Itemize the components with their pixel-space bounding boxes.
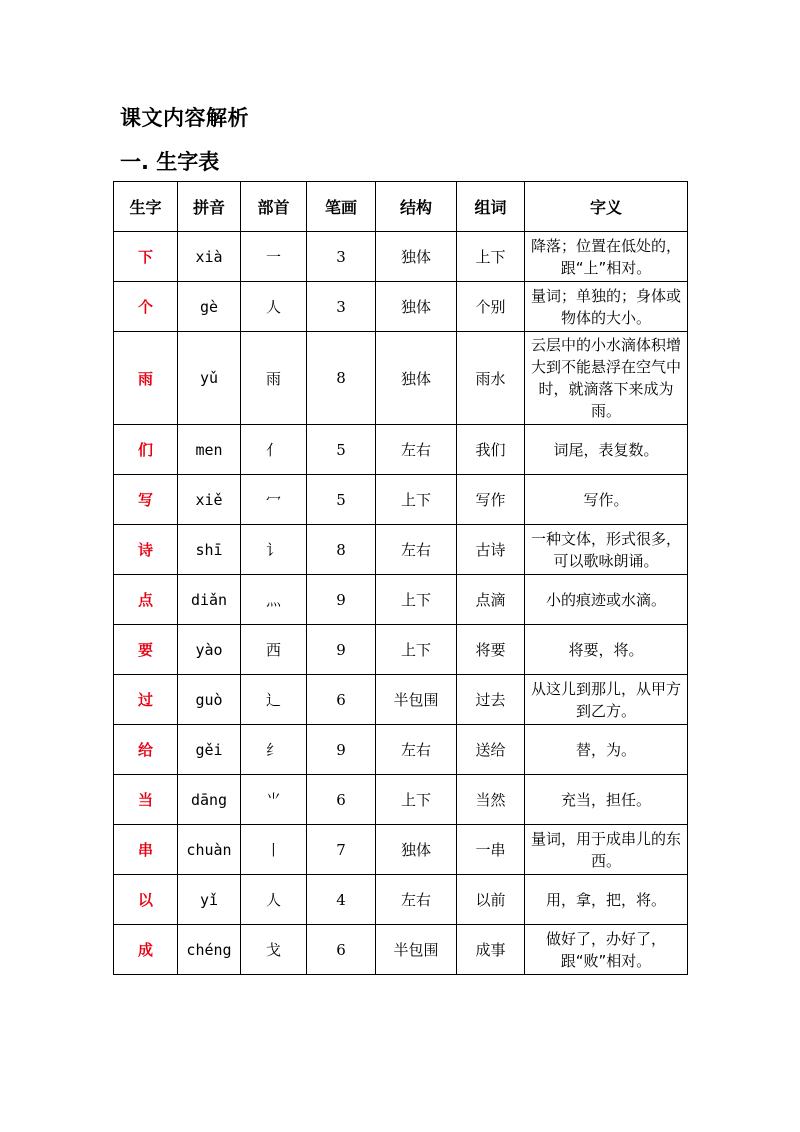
- cell-structure: 独体: [376, 825, 457, 875]
- cell-radical: 纟: [241, 725, 307, 775]
- cell-char: 们: [114, 425, 178, 475]
- table-row: [114, 332, 688, 425]
- cell-pinyin: gè: [178, 282, 241, 332]
- cell-char: 诗: [114, 525, 178, 575]
- cell-strokes: 6: [307, 675, 376, 725]
- section-heading: 一. 生字表: [120, 150, 220, 174]
- cell-char: 写: [114, 475, 178, 525]
- cell-pinyin: dāng: [178, 775, 241, 825]
- cell-word: 古诗: [457, 525, 525, 575]
- cell-structure: 独体: [376, 282, 457, 332]
- cell-strokes: 6: [307, 775, 376, 825]
- cell-radical: 戈: [241, 925, 307, 975]
- cell-radical: 雨: [241, 332, 307, 425]
- cell-structure: 独体: [376, 232, 457, 282]
- table-row: [114, 675, 688, 725]
- table-row: [114, 875, 688, 925]
- cell-pinyin: chuàn: [178, 825, 241, 875]
- cell-meaning: 词尾，表复数。: [525, 425, 688, 475]
- cell-char: 过: [114, 675, 178, 725]
- table-row: [114, 625, 688, 675]
- cell-char: 下: [114, 232, 178, 282]
- header-pinyin: 拼音: [178, 182, 241, 232]
- cell-word: 我们: [457, 425, 525, 475]
- cell-radical: 人: [241, 875, 307, 925]
- cell-radical: 灬: [241, 575, 307, 625]
- cell-strokes: 5: [307, 425, 376, 475]
- cell-radical: 冖: [241, 475, 307, 525]
- cell-strokes: 3: [307, 282, 376, 332]
- table-row: [114, 232, 688, 282]
- cell-meaning: 量词；单独的；身体或物体的大小。: [525, 282, 688, 332]
- cell-word: 成事: [457, 925, 525, 975]
- cell-strokes: 3: [307, 232, 376, 282]
- cell-char: 当: [114, 775, 178, 825]
- cell-structure: 上下: [376, 625, 457, 675]
- cell-strokes: 8: [307, 525, 376, 575]
- table-row: [114, 775, 688, 825]
- cell-pinyin: guò: [178, 675, 241, 725]
- cell-pinyin: yǐ: [178, 875, 241, 925]
- cell-structure: 左右: [376, 725, 457, 775]
- cell-word: 当然: [457, 775, 525, 825]
- cell-pinyin: yǔ: [178, 332, 241, 425]
- table-row: [114, 925, 688, 975]
- table-row: [114, 282, 688, 332]
- header-radical: 部首: [241, 182, 307, 232]
- cell-pinyin: xià: [178, 232, 241, 282]
- cell-structure: 半包围: [376, 675, 457, 725]
- cell-word: 写作: [457, 475, 525, 525]
- page-title: 课文内容解析: [120, 106, 249, 130]
- cell-pinyin: shī: [178, 525, 241, 575]
- cell-meaning: 从这儿到那儿，从甲方到乙方。: [525, 675, 688, 725]
- cell-pinyin: yào: [178, 625, 241, 675]
- cell-char: 点: [114, 575, 178, 625]
- cell-pinyin: men: [178, 425, 241, 475]
- cell-structure: 独体: [376, 332, 457, 425]
- cell-meaning: 替，为。: [525, 725, 688, 775]
- cell-meaning: 降落；位置在低处的，跟“上”相对。: [525, 232, 688, 282]
- cell-strokes: 4: [307, 875, 376, 925]
- cell-meaning: 用，拿，把，将。: [525, 875, 688, 925]
- cell-word: 个别: [457, 282, 525, 332]
- cell-strokes: 8: [307, 332, 376, 425]
- cell-word: 将要: [457, 625, 525, 675]
- table-row: [114, 475, 688, 525]
- cell-char: 个: [114, 282, 178, 332]
- header-char: 生字: [114, 182, 178, 232]
- cell-radical: 讠: [241, 525, 307, 575]
- cell-strokes: 7: [307, 825, 376, 875]
- cell-structure: 半包围: [376, 925, 457, 975]
- cell-word: 上下: [457, 232, 525, 282]
- header-meaning: 字义: [525, 182, 688, 232]
- cell-char: 成: [114, 925, 178, 975]
- cell-meaning: 充当，担任。: [525, 775, 688, 825]
- cell-meaning: 写作。: [525, 475, 688, 525]
- cell-word: 过去: [457, 675, 525, 725]
- cell-radical: 辶: [241, 675, 307, 725]
- cell-pinyin: gěi: [178, 725, 241, 775]
- cell-strokes: 9: [307, 625, 376, 675]
- cell-char: 串: [114, 825, 178, 875]
- cell-strokes: 9: [307, 725, 376, 775]
- cell-radical: 一: [241, 232, 307, 282]
- character-table: [113, 181, 688, 975]
- table-row: [114, 725, 688, 775]
- cell-strokes: 9: [307, 575, 376, 625]
- cell-word: 送给: [457, 725, 525, 775]
- cell-structure: 左右: [376, 875, 457, 925]
- cell-radical: 西: [241, 625, 307, 675]
- cell-char: 给: [114, 725, 178, 775]
- cell-word: 雨水: [457, 332, 525, 425]
- cell-char: 要: [114, 625, 178, 675]
- cell-meaning: 做好了，办好了，跟“败”相对。: [525, 925, 688, 975]
- cell-radical: ⺌: [241, 775, 307, 825]
- cell-pinyin: chéng: [178, 925, 241, 975]
- table-row: [114, 825, 688, 875]
- cell-meaning: 云层中的小水滴体积增大到不能悬浮在空气中时，就滴落下来成为雨。: [525, 332, 688, 425]
- cell-structure: 上下: [376, 775, 457, 825]
- cell-meaning: 小的痕迹或水滴。: [525, 575, 688, 625]
- cell-pinyin: xiě: [178, 475, 241, 525]
- cell-pinyin: diǎn: [178, 575, 241, 625]
- table-header-row: [114, 182, 688, 232]
- cell-char: 雨: [114, 332, 178, 425]
- header-word: 组词: [457, 182, 525, 232]
- header-structure: 结构: [376, 182, 457, 232]
- cell-word: 以前: [457, 875, 525, 925]
- header-strokes: 笔画: [307, 182, 376, 232]
- cell-structure: 左右: [376, 525, 457, 575]
- cell-structure: 上下: [376, 475, 457, 525]
- cell-structure: 上下: [376, 575, 457, 625]
- table-row: [114, 425, 688, 475]
- cell-strokes: 5: [307, 475, 376, 525]
- cell-structure: 左右: [376, 425, 457, 475]
- cell-meaning: 将要，将。: [525, 625, 688, 675]
- cell-strokes: 6: [307, 925, 376, 975]
- cell-radical: 亻: [241, 425, 307, 475]
- cell-char: 以: [114, 875, 178, 925]
- cell-meaning: 一种文体，形式很多，可以歌咏朗诵。: [525, 525, 688, 575]
- cell-meaning: 量词，用于成串儿的东西。: [525, 825, 688, 875]
- cell-word: 一串: [457, 825, 525, 875]
- table-row: [114, 525, 688, 575]
- cell-radical: 人: [241, 282, 307, 332]
- cell-radical: 丨: [241, 825, 307, 875]
- table-row: [114, 575, 688, 625]
- cell-word: 点滴: [457, 575, 525, 625]
